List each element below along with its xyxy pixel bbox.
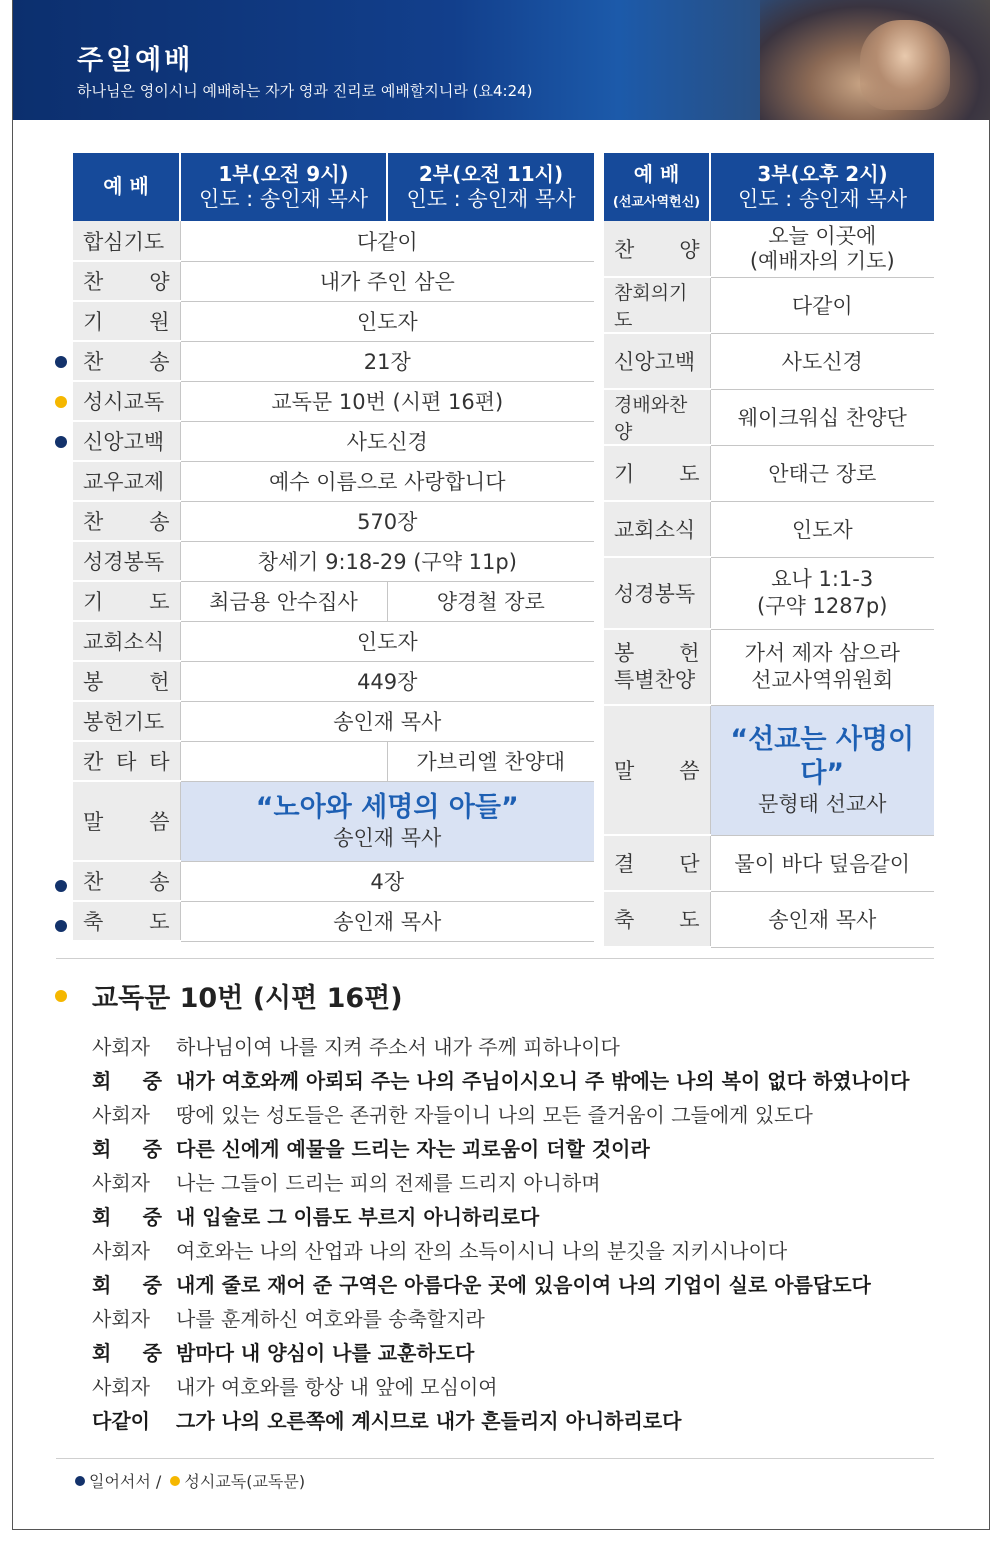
row-label: 찬 양 bbox=[73, 261, 180, 301]
standing-marker bbox=[55, 920, 67, 932]
sermon-cell bbox=[180, 781, 594, 861]
reading-line: 회 중 내 입술로 그 이름도 부르지 아니하리로다 bbox=[92, 1205, 540, 1229]
row-label: 기 원 bbox=[73, 301, 180, 341]
row-label: 성경봉독 bbox=[73, 541, 180, 581]
row-value: 사도신경 bbox=[710, 333, 934, 389]
row-label: 찬 송 bbox=[73, 861, 180, 901]
morning-services-table bbox=[73, 153, 594, 942]
row-label: 찬 송 bbox=[73, 501, 180, 541]
footer-divider bbox=[56, 1458, 934, 1459]
col-worship: 예 배 (선교사역헌신) bbox=[604, 153, 710, 221]
sermon-preacher: 문형태 선교사 bbox=[758, 791, 887, 816]
row-value: 21장 bbox=[180, 341, 594, 381]
row-value: 인도자 bbox=[180, 621, 594, 661]
standing-legend-dot bbox=[75, 1476, 85, 1486]
row-value: 인도자 bbox=[710, 501, 934, 557]
reading-line: 회 중 다른 신에게 예물을 드리는 자는 괴로움이 더할 것이라 bbox=[92, 1137, 650, 1161]
sermon-preacher: 송인재 목사 bbox=[333, 825, 442, 850]
row-label: 기 도 bbox=[604, 445, 710, 501]
standing-legend-label: 일어서서 / bbox=[89, 1472, 162, 1491]
row-value: 요나 1:1-3 (구약 1287p) bbox=[710, 557, 934, 629]
reading-line: 사회자 땅에 있는 성도들은 존귀한 자들이니 나의 모든 즐거움이 그들에게 있도다 bbox=[92, 1103, 813, 1127]
row-value: 다같이 bbox=[180, 221, 594, 261]
row-label: 성시교독 bbox=[73, 381, 180, 421]
row-label: 신앙고백 bbox=[73, 421, 180, 461]
sermon-cell bbox=[710, 705, 934, 835]
row-value: 오늘 이곳에 (예배자의 기도) bbox=[710, 221, 934, 277]
header-verse: 하나님은 영이시니 예배하는 자가 영과 진리로 예배할지니라 (요4:24) bbox=[77, 82, 533, 100]
row-value: 사도신경 bbox=[180, 421, 594, 461]
page-title: 주일예배 bbox=[77, 45, 194, 76]
reading-line: 회 중 내게 줄로 재어 준 구역은 아름다운 곳에 있음이여 나의 기업이 실로 아름답도다 bbox=[92, 1273, 871, 1297]
row-label: 봉 헌 특별찬양 bbox=[604, 629, 710, 705]
sermon-title: “선교는 사명이다” bbox=[730, 724, 915, 789]
reading-line: 회 중 밤마다 내 양심이 나를 교훈하도다 bbox=[92, 1341, 475, 1365]
row-label: 축 도 bbox=[73, 901, 180, 941]
row-value: 물이 바다 덮음같이 bbox=[710, 835, 934, 891]
col-service-1: 1부(오전 9시) 인도 : 송인재 목사 bbox=[180, 153, 387, 221]
row-label: 교회소식 bbox=[73, 621, 180, 661]
row-value: 웨이크워십 찬양단 bbox=[710, 389, 934, 445]
row-value: 송인재 목사 bbox=[710, 891, 934, 947]
row-label: 말 씀 bbox=[604, 705, 710, 835]
sermon-title: “노아와 세명의 아들” bbox=[255, 792, 519, 823]
col-service-2: 2부(오전 11시) 인도 : 송인재 목사 bbox=[387, 153, 594, 221]
row-label: 봉헌기도 bbox=[73, 701, 180, 741]
row-label: 결 단 bbox=[604, 835, 710, 891]
row-label: 합심기도 bbox=[73, 221, 180, 261]
row-value: 다같이 bbox=[710, 277, 934, 333]
row-value: 송인재 목사 bbox=[180, 701, 594, 741]
reading-line: 사회자 나는 그들이 드리는 피의 전제를 드리지 아니하며 bbox=[92, 1171, 601, 1195]
row-label: 교회소식 bbox=[604, 501, 710, 557]
reading-line: 사회자 여호와는 나의 산업과 나의 잔의 소득이시니 나의 분깃을 지키시나이다 bbox=[92, 1239, 788, 1263]
col-service-3: 3부(오후 2시) 인도 : 송인재 목사 bbox=[710, 153, 934, 221]
row-label: 말 씀 bbox=[73, 781, 180, 861]
reading-line: 회 중 내가 여호와께 아뢰되 주는 나의 주님이시오니 주 밖에는 나의 복이 없다 하였나이다 bbox=[92, 1069, 910, 1093]
row-label: 성경봉독 bbox=[604, 557, 710, 629]
row-value: 570장 bbox=[180, 501, 594, 541]
col-worship: 예 배 bbox=[73, 153, 180, 221]
row-label: 참회의기도 bbox=[604, 277, 710, 333]
row-value: 내가 주인 삼은 bbox=[180, 261, 594, 301]
header-banner bbox=[13, 0, 990, 120]
row-value: 예수 이름으로 사랑합니다 bbox=[180, 461, 594, 501]
reading-line: 사회자 하나님이여 나를 지켜 주소서 내가 주께 피하나이다 bbox=[92, 1035, 620, 1059]
row-label: 봉 헌 bbox=[73, 661, 180, 701]
row-label: 신앙고백 bbox=[604, 333, 710, 389]
row-label: 칸 타 타 bbox=[73, 741, 180, 781]
standing-marker bbox=[55, 356, 67, 368]
row-label: 찬 양 bbox=[604, 221, 710, 277]
standing-marker bbox=[55, 880, 67, 892]
reading-marker bbox=[55, 396, 67, 408]
legend bbox=[75, 1470, 305, 1494]
row-value-2: 가브리엘 찬양대 bbox=[387, 741, 594, 781]
row-value: 449장 bbox=[180, 661, 594, 701]
responsive-reading-title: 교독문 10번 (시편 16편) bbox=[92, 983, 403, 1014]
row-label: 찬 송 bbox=[73, 341, 180, 381]
row-label: 경배와찬양 bbox=[604, 389, 710, 445]
row-value: 가서 제자 삼으라 선교사역위원회 bbox=[710, 629, 934, 705]
row-label: 교우교제 bbox=[73, 461, 180, 501]
afternoon-service-table bbox=[604, 153, 934, 948]
row-label: 기 도 bbox=[73, 581, 180, 621]
row-value: 인도자 bbox=[180, 301, 594, 341]
reading-legend-dot bbox=[170, 1476, 180, 1486]
row-value: 송인재 목사 bbox=[180, 901, 594, 941]
standing-marker bbox=[55, 436, 67, 448]
reading-line: 사회자 나를 훈계하신 여호와를 송축할지라 bbox=[92, 1307, 485, 1331]
row-value-1 bbox=[180, 741, 387, 781]
row-value: 안태근 장로 bbox=[710, 445, 934, 501]
reading-line: 다같이 그가 나의 오른쪽에 계시므로 내가 흔들리지 아니하리로다 bbox=[92, 1409, 682, 1433]
row-value: 교독문 10번 (시편 16편) bbox=[180, 381, 594, 421]
praying-hands-highlight bbox=[860, 20, 950, 110]
row-value-2: 양경철 장로 bbox=[387, 581, 594, 621]
reading-marker bbox=[55, 990, 67, 1002]
row-value: 창세기 9:18-29 (구약 11p) bbox=[180, 541, 594, 581]
section-divider bbox=[56, 958, 934, 959]
reading-line: 사회자 내가 여호와를 항상 내 앞에 모심이여 bbox=[92, 1375, 498, 1399]
reading-legend-label: 성시교독(교독문) bbox=[184, 1472, 306, 1491]
row-label: 축 도 bbox=[604, 891, 710, 947]
row-value: 4장 bbox=[180, 861, 594, 901]
row-value-1: 최금용 안수집사 bbox=[180, 581, 387, 621]
